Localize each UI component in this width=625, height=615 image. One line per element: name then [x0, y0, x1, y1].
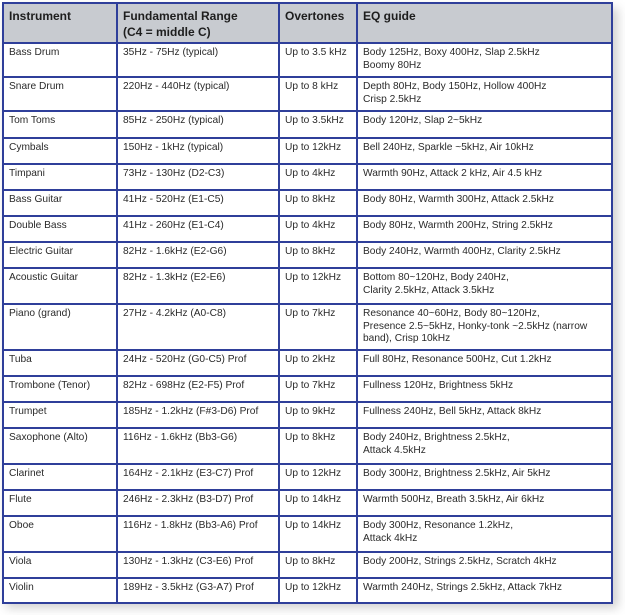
table-row: [3, 464, 612, 490]
cell-overtones: Up to 8kHz: [279, 428, 357, 464]
cell-overtones: Up to 2kHz: [279, 350, 357, 376]
cell-overtones: Up to 3.5kHz: [279, 111, 357, 138]
cell-instrument: Electric Guitar: [3, 242, 117, 268]
cell-fundamental-range: 24Hz - 520Hz (G0-C5) Prof: [117, 350, 279, 376]
cell-overtones: Up to 9kHz: [279, 402, 357, 428]
table-row: [3, 216, 612, 242]
cell-overtones: Up to 12kHz: [279, 268, 357, 304]
cell-fundamental-range: 246Hz - 2.3kHz (B3-D7) Prof: [117, 490, 279, 516]
table-row: [3, 428, 612, 464]
cell-fundamental-range: 41Hz - 260Hz (E1-C4): [117, 216, 279, 242]
eq-guide-line: Crisp 2.5kHz: [363, 93, 422, 105]
cell-instrument: Trombone (Tenor): [3, 376, 117, 402]
cell-fundamental-range: 164Hz - 2.1kHz (E3-C7) Prof: [117, 464, 279, 490]
table-row: [3, 190, 612, 216]
table-row: [3, 516, 612, 552]
table-row: [3, 350, 612, 376]
cell-overtones: Up to 12kHz: [279, 464, 357, 490]
header-eq-guide-label: EQ guide: [363, 9, 416, 23]
eq-guide-line: Body 300Hz, Brightness 2.5kHz, Air 5kHz: [363, 468, 551, 479]
table-row: [3, 164, 612, 190]
table-row: [3, 138, 612, 164]
cell-overtones: Up to 12kHz: [279, 138, 357, 164]
eq-guide-line: Body 80Hz, Warmth 200Hz, String 2.5kHz: [363, 220, 553, 231]
cell-eq-guide: [357, 164, 612, 190]
cell-instrument: Flute: [3, 490, 117, 516]
cell-instrument: Clarinet: [3, 464, 117, 490]
cell-eq-guide: [357, 216, 612, 242]
cell-eq-guide: [357, 516, 612, 552]
instrument-frequency-table: [2, 2, 613, 604]
cell-instrument: Saxophone (Alto): [3, 428, 117, 464]
eq-guide-line: Attack 4kHz: [363, 532, 418, 544]
eq-guide-line: Depth 80Hz, Body 150Hz, Hollow 400Hz: [363, 81, 547, 92]
cell-instrument: Viola: [3, 552, 117, 578]
cell-eq-guide: [357, 376, 612, 402]
cell-instrument: Trumpet: [3, 402, 117, 428]
cell-eq-guide: [357, 43, 612, 77]
cell-fundamental-range: 73Hz - 130Hz (D2-C3): [117, 164, 279, 190]
cell-overtones: Up to 8kHz: [279, 190, 357, 216]
cell-eq-guide: [357, 552, 612, 578]
table-row: [3, 552, 612, 578]
eq-guide-line: Body 300Hz, Resonance 1.2kHz,: [363, 520, 514, 531]
eq-guide-line: Boomy 80Hz: [363, 59, 422, 71]
table-row: [3, 43, 612, 77]
cell-instrument: Snare Drum: [3, 77, 117, 111]
cell-instrument: Cymbals: [3, 138, 117, 164]
eq-guide-line: Attack 4.5kHz: [363, 444, 426, 456]
cell-overtones: Up to 14kHz: [279, 516, 357, 552]
cell-overtones: Up to 8 kHz: [279, 77, 357, 111]
table-row: [3, 77, 612, 111]
cell-eq-guide: [357, 578, 612, 603]
table-row: [3, 376, 612, 402]
cell-fundamental-range: 130Hz - 1.3kHz (C3-E6) Prof: [117, 552, 279, 578]
table-row: [3, 304, 612, 350]
cell-instrument: Tuba: [3, 350, 117, 376]
cell-eq-guide: [357, 490, 612, 516]
eq-guide-line: Full 80Hz, Resonance 500Hz, Cut 1.2kHz: [363, 354, 552, 365]
table-body: [3, 43, 612, 603]
cell-fundamental-range: 116Hz - 1.6kHz (Bb3-G6): [117, 428, 279, 464]
eq-guide-line: Warmth 500Hz, Breath 3.5kHz, Air 6kHz: [363, 494, 545, 505]
eq-guide-line: Clarity 2.5kHz, Attack 3.5kHz: [363, 284, 495, 296]
eq-guide-line: Bottom 80~120Hz, Body 240Hz,: [363, 272, 509, 283]
eq-guide-line: Bell 240Hz, Sparkle ~5kHz, Air 10kHz: [363, 142, 534, 153]
eq-guide-line: Body 125Hz, Boxy 400Hz, Slap 2.5kHz: [363, 47, 540, 58]
cell-fundamental-range: 189Hz - 3.5kHz (G3-A7) Prof: [117, 578, 279, 603]
table-row: [3, 242, 612, 268]
cell-fundamental-range: 150Hz - 1kHz (typical): [117, 138, 279, 164]
cell-eq-guide: [357, 350, 612, 376]
eq-guide-line: Body 240Hz, Warmth 400Hz, Clarity 2.5kHz: [363, 246, 561, 257]
cell-fundamental-range: 85Hz - 250Hz (typical): [117, 111, 279, 138]
header-overtones-label: Overtones: [285, 9, 345, 23]
table-row: [3, 402, 612, 428]
header-fundamental-line2: (C4 = middle C): [123, 25, 211, 39]
eq-guide-line: Warmth 90Hz, Attack 2 kHz, Air 4.5 kHz: [363, 168, 543, 179]
cell-eq-guide: [357, 304, 612, 350]
cell-instrument: Piano (grand): [3, 304, 117, 350]
cell-eq-guide: [357, 402, 612, 428]
eq-guide-line: Fullness 120Hz, Brightness 5kHz: [363, 380, 514, 391]
header-row: [3, 3, 612, 43]
cell-eq-guide: [357, 190, 612, 216]
eq-guide-line: Resonance 40~60Hz, Body 80~120Hz,: [363, 308, 540, 319]
cell-eq-guide: [357, 242, 612, 268]
header-overtones: [279, 3, 357, 43]
cell-eq-guide: [357, 77, 612, 111]
cell-overtones: Up to 7kHz: [279, 304, 357, 350]
header-fundamental-range: [117, 3, 279, 43]
cell-fundamental-range: 27Hz - 4.2kHz (A0-C8): [117, 304, 279, 350]
table-row: [3, 268, 612, 304]
cell-fundamental-range: 116Hz - 1.8kHz (Bb3-A6) Prof: [117, 516, 279, 552]
eq-guide-line: Presence 2.5~5kHz, Honky-tonk ~2.5kHz (narrow: [363, 320, 588, 332]
cell-instrument: Violin: [3, 578, 117, 603]
cell-overtones: Up to 4kHz: [279, 216, 357, 242]
cell-fundamental-range: 82Hz - 1.6kHz (E2-G6): [117, 242, 279, 268]
cell-eq-guide: [357, 268, 612, 304]
cell-instrument: Oboe: [3, 516, 117, 552]
cell-fundamental-range: 41Hz - 520Hz (E1-C5): [117, 190, 279, 216]
eq-guide-line: Body 80Hz, Warmth 300Hz, Attack 2.5kHz: [363, 194, 554, 205]
cell-overtones: Up to 8kHz: [279, 552, 357, 578]
cell-instrument: Acoustic Guitar: [3, 268, 117, 304]
cell-fundamental-range: 220Hz - 440Hz (typical): [117, 77, 279, 111]
eq-guide-line: Body 200Hz, Strings 2.5kHz, Scratch 4kHz: [363, 556, 557, 567]
cell-instrument: Bass Guitar: [3, 190, 117, 216]
cell-overtones: Up to 14kHz: [279, 490, 357, 516]
table-row: [3, 111, 612, 138]
eq-guide-line: Fullness 240Hz, Bell 5kHz, Attack 8kHz: [363, 406, 542, 417]
cell-fundamental-range: 82Hz - 698Hz (E2-F5) Prof: [117, 376, 279, 402]
cell-overtones: Up to 7kHz: [279, 376, 357, 402]
cell-overtones: Up to 12kHz: [279, 578, 357, 603]
cell-instrument: Double Bass: [3, 216, 117, 242]
cell-instrument: Tom Toms: [3, 111, 117, 138]
eq-guide-line: Warmth 240Hz, Strings 2.5kHz, Attack 7kHz: [363, 582, 562, 593]
cell-instrument: Timpani: [3, 164, 117, 190]
header-fundamental-line1: Fundamental Range: [123, 9, 238, 23]
cell-fundamental-range: 35Hz - 75Hz (typical): [117, 43, 279, 77]
cell-overtones: Up to 8kHz: [279, 242, 357, 268]
header-instrument-label: Instrument: [9, 9, 72, 23]
table-row: [3, 578, 612, 603]
table-row: [3, 490, 612, 516]
eq-guide-line: Body 120Hz, Slap 2~5kHz: [363, 115, 483, 126]
cell-overtones: Up to 3.5 kHz: [279, 43, 357, 77]
header-eq-guide: [357, 3, 612, 43]
cell-overtones: Up to 4kHz: [279, 164, 357, 190]
cell-fundamental-range: 185Hz - 1.2kHz (F#3-D6) Prof: [117, 402, 279, 428]
cell-instrument: Bass Drum: [3, 43, 117, 77]
cell-eq-guide: [357, 464, 612, 490]
cell-eq-guide: [357, 111, 612, 138]
header-instrument: [3, 3, 117, 43]
eq-guide-line: band), Crisp 10kHz: [363, 333, 451, 344]
cell-fundamental-range: 82Hz - 1.3kHz (E2-E6): [117, 268, 279, 304]
cell-eq-guide: [357, 428, 612, 464]
cell-eq-guide: [357, 138, 612, 164]
eq-guide-line: Body 240Hz, Brightness 2.5kHz,: [363, 432, 510, 443]
